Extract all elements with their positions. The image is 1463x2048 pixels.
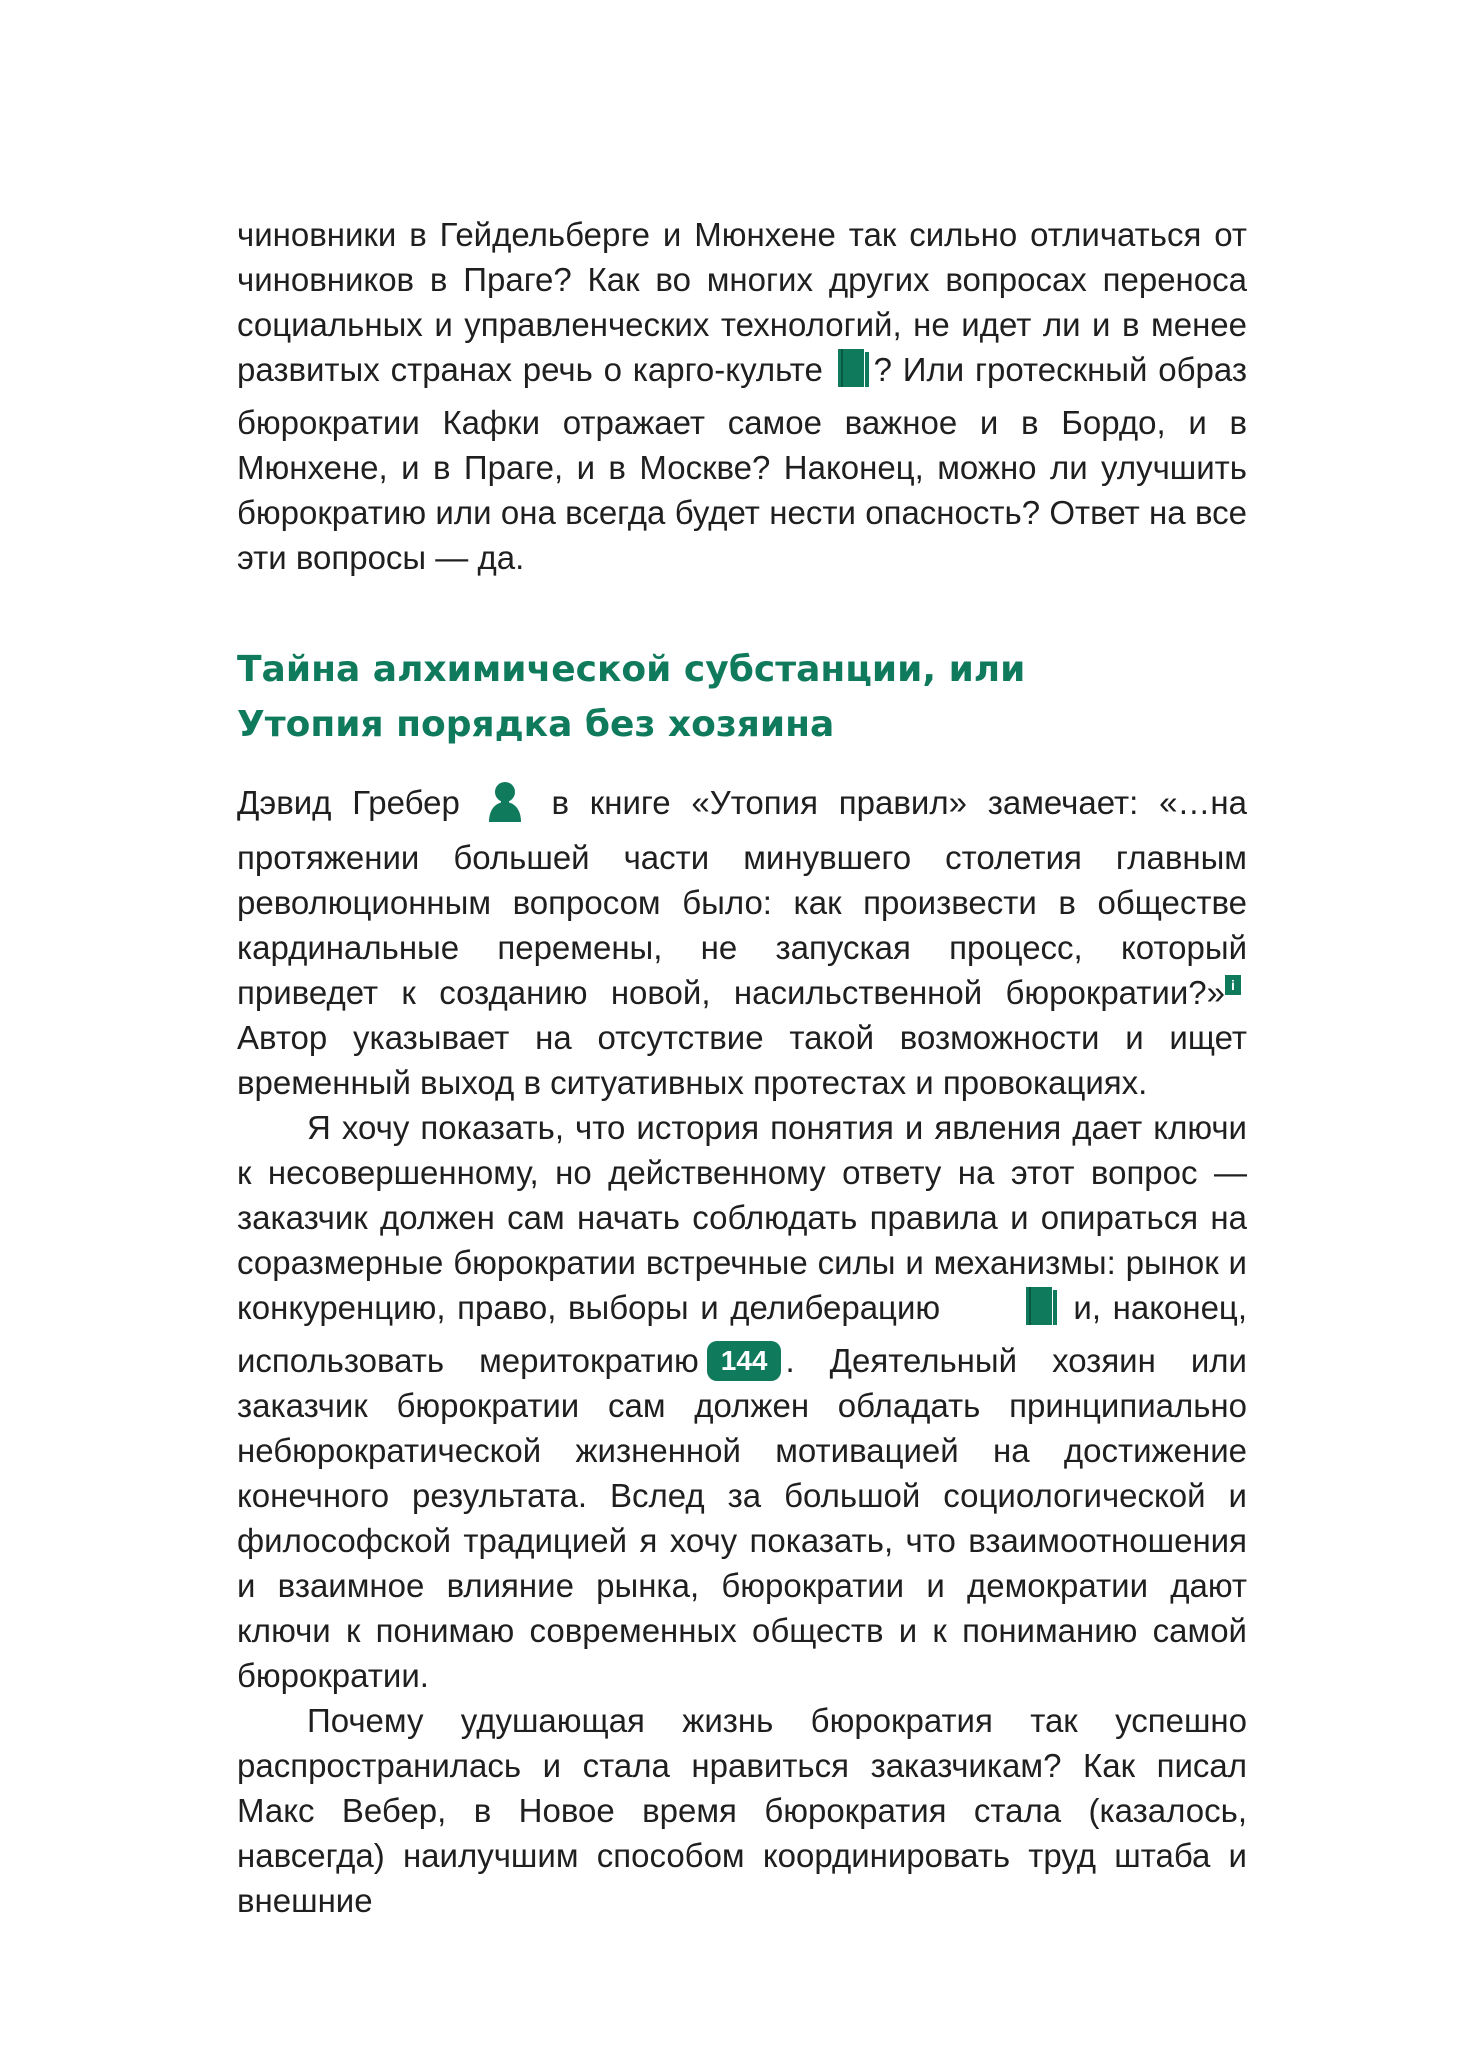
paragraph-3-text-c: . Деятельный хозяин или заказчик бюрократии сам должен обладать принципиально небюрократической жизненной мотивацией на достижение конечного результата. Вслед за большой социологической и философской традицией я хочу показать, что взаимоотношения и взаимное влияние рынка, бюрократии и демократии дают ключи к понимаю современных обществ и к пониманию самой бюрократии. <box>237 1342 1247 1694</box>
page-content <box>237 212 1247 1923</box>
paragraph-4-text: Почему удушающая жизнь бюрократия так успешно распространилась и стала нравиться заказчикам? Как писал Макс Вебер, в Новое время бюрократия стала (казалось, навсегда) наилучшим способом координировать труд штаба и внешние <box>237 1702 1247 1919</box>
book-icon[interactable] <box>954 1285 1060 1338</box>
person-icon[interactable] <box>485 780 525 835</box>
paragraph-3 <box>237 1105 1247 1698</box>
info-icon[interactable]: i <box>1225 975 1241 995</box>
section-heading-line-1: Тайна алхимической субстанции, или <box>237 649 1026 690</box>
section-heading <box>237 642 1247 752</box>
paragraph-2-text-b: Автор указывает на отсутствие такой возможности и ищет временный выход в ситуативных протестах и провокациях. <box>237 1019 1247 1101</box>
section-heading-line-2: Утопия порядка без хозяина <box>237 704 835 745</box>
paragraph-3-text-b: и, наконец, использовать меритократию <box>237 1289 1247 1379</box>
paragraph-1-text-b: ? Или гротескный образ бюрократии Кафки отражает самое важное и в Бордо, и в Мюнхене, и в Праге, и в Москве? Наконец, можно ли улучшить бюрократию или она всегда будет нести опасность? Ответ на все эти вопросы — да. <box>237 351 1247 576</box>
paragraph-4 <box>237 1698 1247 1923</box>
paragraph-2 <box>237 780 1247 1105</box>
paragraph-1 <box>237 212 1247 580</box>
book-icon[interactable] <box>836 347 872 400</box>
paragraph-2-text-a: в книге «Утопия правил» замечает: «…на протяжении большей части минувшего столетия главным революционным вопросом было: как произвести в обществе кардинальные перемены, не запуская процесс, который приведет к созданию новой, насильственной бюрократии?» <box>237 784 1248 1011</box>
paragraph-3-text-a: Я хочу показать, что история понятия и явления дает ключи к несовершенному, но действенному ответу на этот вопрос — заказчик должен сам начать соблюдать правила и опираться на соразмерные бюрократии встречные силы и механизмы: рынок и конкуренцию, право, выборы и делиберацию <box>237 1109 1247 1326</box>
paragraph-2-author: Дэвид Гребер <box>237 784 460 821</box>
page-reference-badge[interactable]: 144 <box>707 1341 782 1381</box>
paragraph-1-text-a: чиновники в Гейдельберге и Мюнхене так сильно отличаться от чиновников в Праге? Как во многих других вопросах переноса социальных и управленческих технологий, не идет ли и в менее развитых странах речь о карго-культе <box>237 216 1247 388</box>
